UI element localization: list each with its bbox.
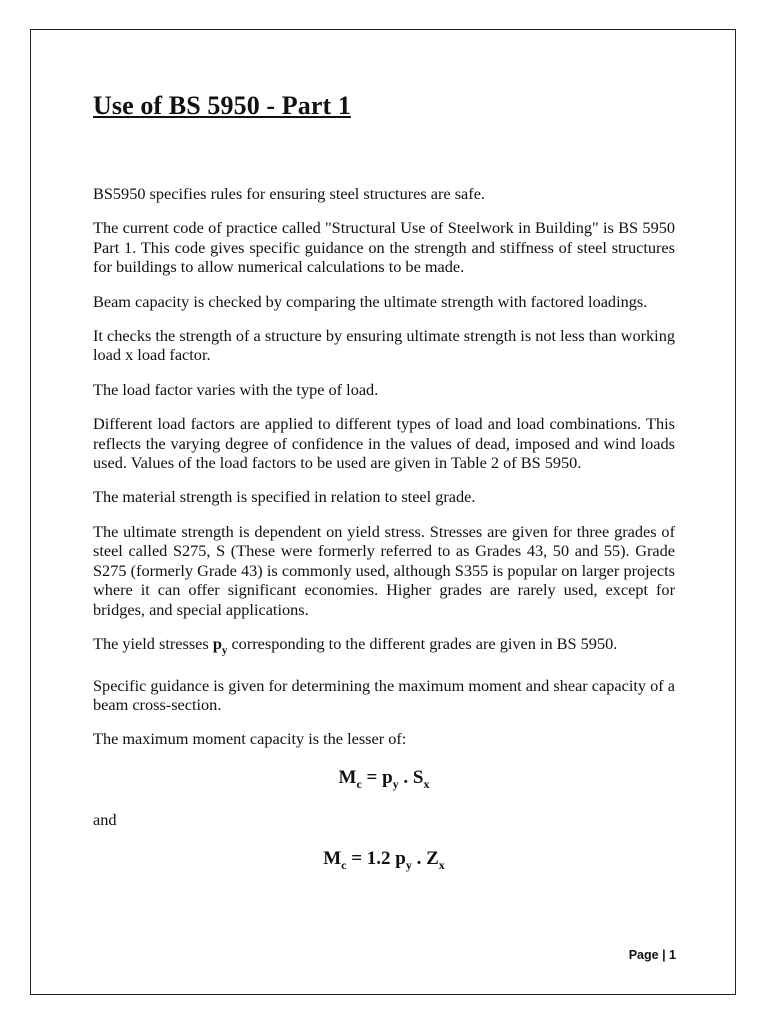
paragraph-strength-check: It checks the strength of a structure by ensuring ultimate strength is not less than working load x load factor. <box>93 326 675 365</box>
paragraph-guidance: Specific guidance is given for determining the maximum moment and shear capacity of a beam cross-section. <box>93 675 675 714</box>
yield-text-before: The yield stresses <box>93 633 213 653</box>
paragraph-code-of-practice: The current code of practice called "Structural Use of Steelwork in Building" is BS 5950 Part 1. This code gives specific guidance on the strength and stiffness of steel structures for buildings to allow numerical calculations to be made. <box>93 218 675 277</box>
yield-symbol: $p_y$ <box>212 633 228 657</box>
paragraph-load-factor: The load factor varies with the type of load. <box>93 379 379 399</box>
paragraph-intro: BS5950 specifies rules for ensuring steel structures are safe. <box>93 184 485 203</box>
page-number: Page | 1 <box>628 948 676 962</box>
paragraph-lesser-of: The maximum moment capacity is the lesser of: <box>93 729 407 749</box>
yield-text-after: corresponding to the different grades are given in BS 5950. <box>227 633 618 653</box>
paragraph-beam-capacity: Beam capacity is checked by comparing the ultimate strength with factored loadings. <box>93 291 648 311</box>
text-and: and <box>93 809 117 829</box>
paragraph-yield-stresses <box>93 634 675 661</box>
equation-moment-elastic: $M_c = 1.2$ $p_y$ . $Z_x$ <box>323 847 445 872</box>
paragraph-material-strength: The material strength is specified in relation to steel grade. <box>93 487 476 507</box>
paragraph-load-combinations: Different load factors are applied to different types of load and load combinations. This reflects the varying degree of confidence in the values of dead, imposed and wind loads used. Values of the load factors to be used are given in Table 2 of BS 5950. <box>93 414 675 473</box>
equation-moment-plastic: $M_c = p_y$ . $S_x$ <box>338 766 430 791</box>
document-title: Use of BS 5950 - Part 1 <box>93 91 351 120</box>
paragraph-steel-grades: The ultimate strength is dependent on yield stress. Stresses are given for three grades of steel called S275, S (These were formerly referred to as Grades 43, 50 and 55). Grade S275 (formerly Grade 43) is commonly used, although S355 is popular on larger projects where it can offer significant economies. Higher grades are rarely used, except for bridges, and special applications. <box>93 521 675 619</box>
document-body <box>93 88 675 877</box>
